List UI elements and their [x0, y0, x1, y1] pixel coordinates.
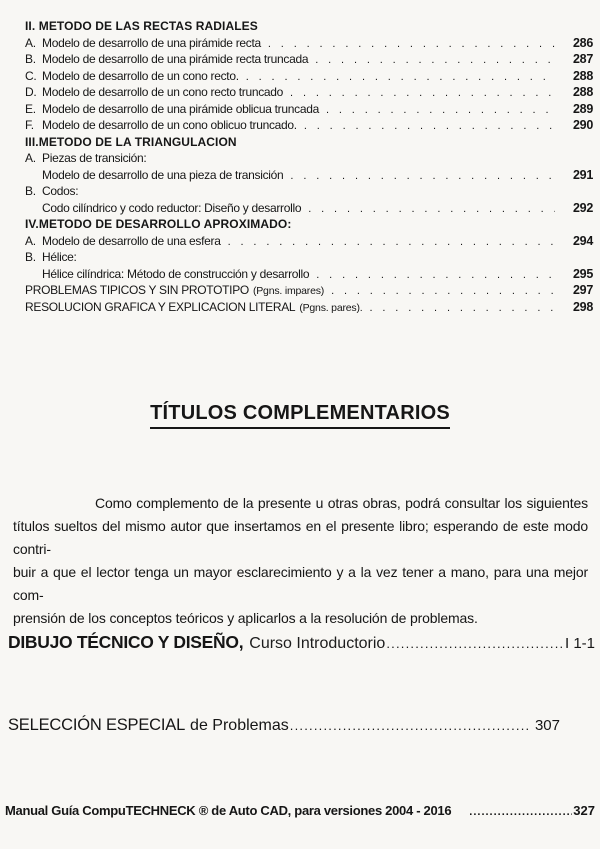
leader-dots: [469, 802, 572, 820]
book-title: DIBUJO TÉCNICO Y DISEÑO,: [8, 632, 244, 652]
toc-item-label: Modelo de desarrollo de un cono recto.: [42, 68, 239, 83]
toc-item-label: Modelo de desarrollo de una pieza de transición: [42, 167, 284, 182]
leader-dots: [369, 299, 555, 317]
leader-dots: [316, 266, 555, 284]
paragraph-line: prensión de los conceptos teóricos y aplicarlos a la resolución de problemas.: [13, 610, 478, 626]
toc-item-label: Modelo de desarrollo de una pirámide recta truncada: [42, 52, 309, 66]
toc-row: [25, 68, 593, 85]
toc-item-label: Modelo de desarrollo de un cono recto truncado: [42, 85, 284, 99]
toc-item-letter: B.: [25, 52, 36, 66]
book-page-number: I 1-1: [564, 635, 595, 652]
toc-row: [25, 101, 593, 118]
leader-dots: [386, 635, 562, 653]
toc-page-number: 297: [573, 283, 593, 297]
toc-item-label: RESOLUCION GRAFICA Y EXPLICACION LITERAL: [25, 299, 296, 314]
toc-page-number: 288: [573, 68, 593, 83]
paragraph-line: títulos sueltos del mismo autor que insertamos en el presente libro; esperando de este modo contri-: [13, 518, 588, 557]
toc-page-number: 287: [573, 52, 593, 66]
toc-row: [25, 282, 593, 299]
book-entry: [8, 632, 595, 653]
leader-dots: [290, 84, 555, 102]
toc-item-label: PROBLEMAS TIPICOS Y SIN PROTOTIPO: [25, 283, 249, 297]
toc-row: [25, 200, 593, 217]
book-subtitle: de Problemas: [190, 717, 289, 734]
toc-item-letter: A.: [25, 233, 36, 248]
toc-item-label: Modelo de desarrollo de una pirámide recta: [42, 35, 261, 50]
toc-item-letter: B.: [25, 250, 36, 264]
heading-underlined-text: TÍTULOS COMPLEMENTARIOS: [150, 402, 450, 429]
toc-page-number: 295: [573, 266, 593, 281]
toc-item-note: (Pgns. pares).: [299, 301, 363, 314]
toc-item-label: Modelo de desarrollo de una esfera: [42, 233, 221, 248]
toc-item-note: (Pgns. impares): [252, 285, 325, 297]
leader-dots: [315, 51, 555, 69]
book-entry: [8, 716, 560, 735]
toc-row: [25, 266, 593, 283]
leader-dots: [268, 35, 555, 53]
toc-row: [25, 84, 593, 101]
toc-item-letter: F.: [25, 118, 34, 132]
toc-section-heading: [25, 18, 593, 35]
toc-item-letter: D.: [25, 85, 37, 99]
toc-row: [25, 249, 593, 266]
book-entry: [5, 802, 595, 820]
toc-item-letter: A.: [25, 35, 36, 50]
toc-row: [25, 233, 593, 250]
leader-dots: [331, 282, 555, 300]
leader-dots: [308, 200, 555, 218]
toc-page-number: 290: [573, 118, 593, 132]
toc-item-letter: E.: [25, 101, 36, 116]
leader-dots: [290, 717, 531, 735]
toc-page-number: 291: [573, 167, 593, 182]
toc-item-label: Hélice:: [42, 250, 77, 264]
toc-page-number: 288: [573, 85, 593, 99]
toc-row: [25, 150, 593, 167]
toc-item-letter: C.: [25, 68, 37, 83]
book-title: Manual Guía CompuTECHNECK ® de Auto CAD, para versiones 2004 - 2016: [5, 803, 452, 818]
toc-item-label: Piezas de transición:: [42, 151, 147, 165]
leader-dots: [304, 117, 555, 135]
toc-section-heading: [25, 216, 593, 233]
toc-item-letter: A.: [25, 151, 36, 165]
toc-item-letter: B.: [25, 184, 36, 198]
toc-item-label: Modelo de desarrollo de un cono oblicuo truncado.: [42, 118, 297, 132]
toc-row: [25, 51, 593, 68]
toc-page-number: 298: [573, 299, 593, 314]
book-title: SELECCIÓN ESPECIAL: [8, 716, 186, 734]
toc-item-label: Modelo de desarrollo de una pirámide oblicua truncada: [42, 101, 319, 116]
toc-row: [25, 299, 593, 316]
paragraph-line: Como complemento de la presente u otras obras, podrá consultar los siguientes: [95, 495, 588, 511]
leader-dots: [246, 68, 555, 86]
toc-row: [25, 183, 593, 200]
intro-paragraph: [13, 492, 588, 630]
complementary-titles-heading: [0, 402, 600, 425]
table-of-contents: [25, 18, 593, 315]
toc-section-heading: [25, 134, 593, 151]
toc-page-number: 292: [573, 200, 593, 215]
book-subtitle: Curso Introductorio: [249, 635, 386, 652]
toc-row: [25, 167, 593, 184]
toc-page-number: 289: [573, 101, 593, 116]
toc-item-label: Codo cilíndrico y codo reductor: Diseño y desarrollo: [42, 200, 302, 215]
toc-section-label: III.METODO DE LA TRIANGULACION: [25, 134, 237, 149]
toc-item-label: Hélice cilíndrica: Método de construcción y desarrollo: [42, 266, 310, 281]
toc-section-label: IV.METODO DE DESARROLLO APROXIMADO:: [25, 217, 292, 231]
leader-dots: [326, 101, 555, 119]
toc-item-label: Codos:: [42, 184, 79, 198]
book-page-number: 307: [534, 717, 560, 734]
book-page-number: 327: [573, 803, 595, 818]
leader-dots: [290, 167, 555, 185]
toc-section-label: II. METODO DE LAS RECTAS RADIALES: [25, 19, 258, 33]
leader-dots: [228, 233, 555, 251]
paragraph-line: buir a que el lector tenga un mayor esclarecimiento y a la vez tener a mano, para una mejor com-: [13, 564, 588, 603]
toc-row: [25, 117, 593, 134]
toc-page-number: 294: [573, 233, 593, 248]
toc-row: [25, 35, 593, 52]
toc-page-number: 286: [573, 35, 593, 50]
